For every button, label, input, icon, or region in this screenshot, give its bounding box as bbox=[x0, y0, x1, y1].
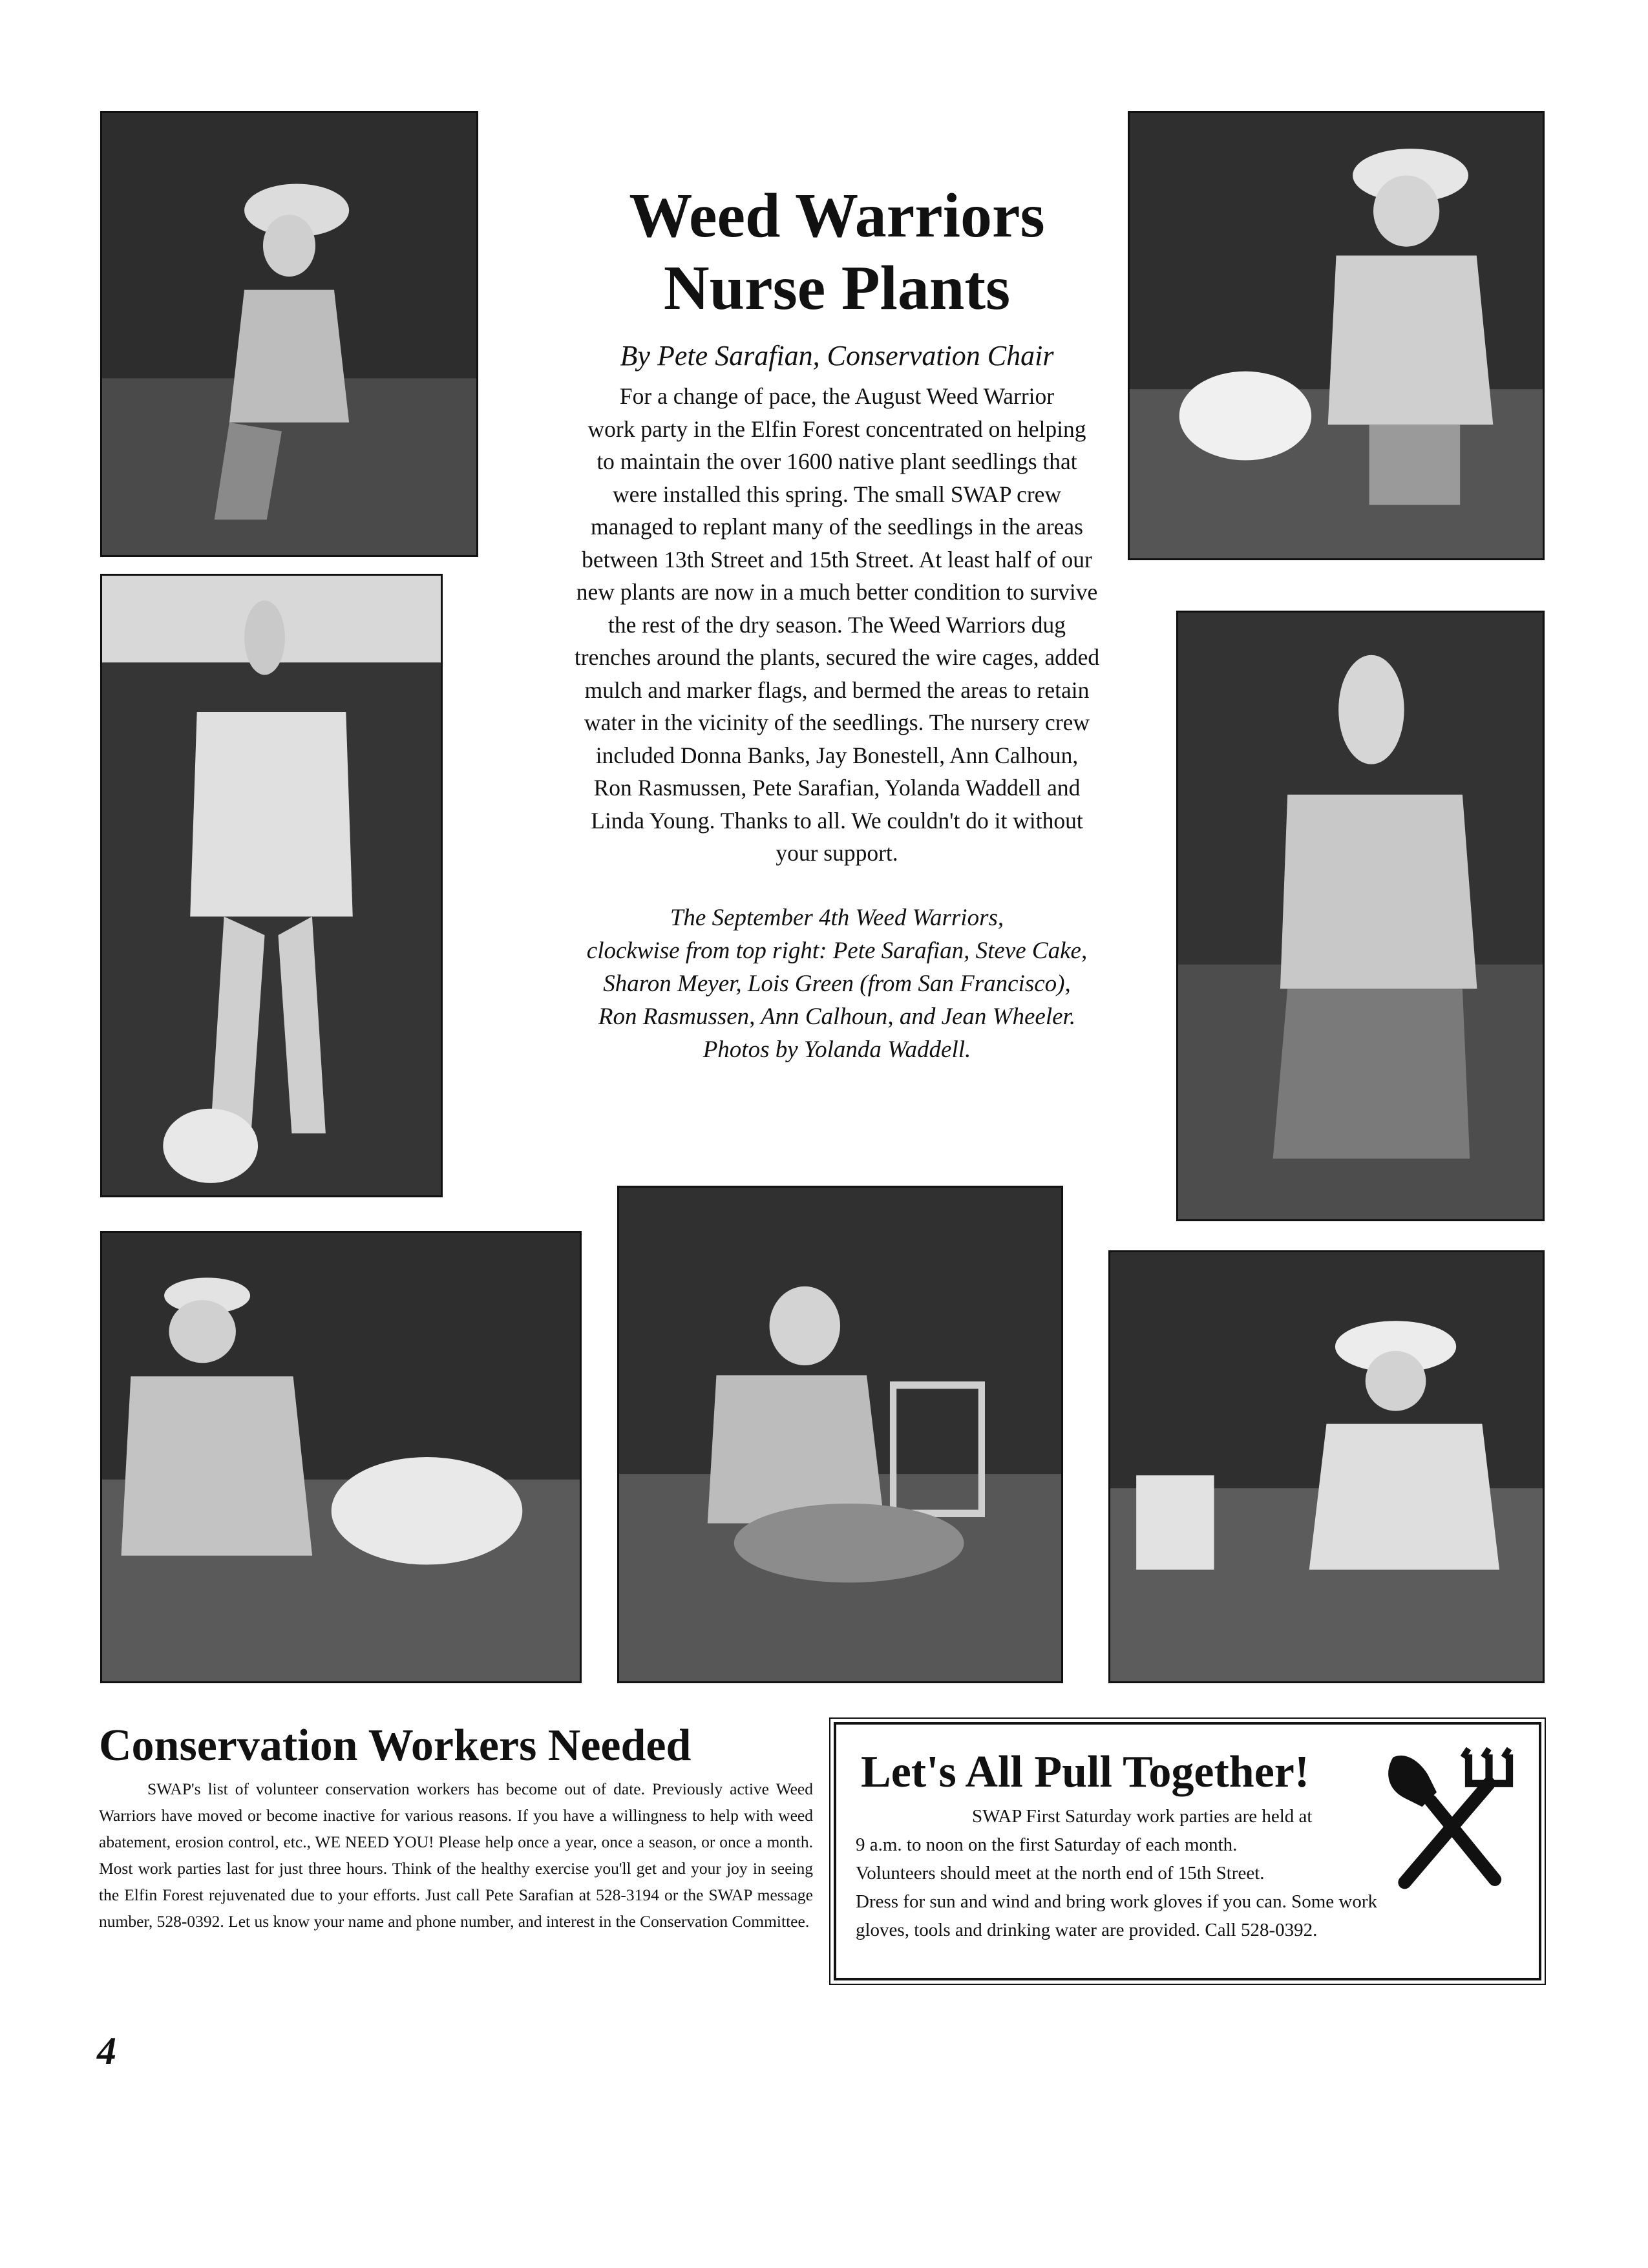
title-line: Nurse Plants bbox=[663, 253, 1011, 323]
pull-line: SWAP First Saturday work parties are held at bbox=[972, 1806, 1313, 1827]
pull-line: Dress for sun and wind and bring work gloves if you can. Some work bbox=[856, 1891, 1378, 1912]
photo-top-left bbox=[100, 111, 478, 557]
pull-line: Volunteers should meet at the north end of 15th Street. bbox=[856, 1863, 1265, 1884]
photo-caption bbox=[517, 901, 1157, 1066]
pull-together-box bbox=[834, 1722, 1541, 1980]
caption-line: Photos by Yolanda Waddell. bbox=[703, 1036, 971, 1063]
body-line: work party in the Elfin Forest concentrated on helping bbox=[587, 415, 1086, 442]
article-body bbox=[514, 380, 1160, 870]
body-line: managed to replant many of the seedlings in the areas bbox=[590, 514, 1083, 540]
page-number: 4 bbox=[97, 2030, 116, 2072]
body-line: trenches around the plants, secured the wire cages, added bbox=[574, 644, 1100, 670]
body-line: were installed this spring. The small SWAP crew bbox=[612, 481, 1062, 507]
pull-together-heading: Let's All Pull Together! bbox=[861, 1747, 1310, 1797]
caption-line: The September 4th Weed Warriors, bbox=[670, 905, 1004, 931]
body-line: water in the vicinity of the seedlings. The nursery crew bbox=[584, 709, 1090, 735]
photo-middle-left bbox=[100, 574, 443, 1197]
body-line: included Donna Banks, Jay Bonestell, Ann Calhoun, bbox=[595, 742, 1079, 768]
body-line: mulch and marker flags, and bermed the areas to retain bbox=[584, 677, 1090, 703]
photo-top-right bbox=[1128, 111, 1545, 560]
pull-line: gloves, tools and drinking water are provided. Call 528-0392. bbox=[856, 1920, 1318, 1940]
title-line: Weed Warriors bbox=[629, 181, 1045, 251]
body-line: new plants are now in a much better condition to survive bbox=[576, 579, 1098, 605]
workers-body bbox=[99, 1776, 813, 1935]
article-byline: By Pete Sarafian, Conservation Chair bbox=[620, 340, 1054, 372]
photo-middle-right bbox=[1176, 611, 1545, 1221]
workers-text: SWAP's list of volunteer conservation workers has become out of date. Previously active Weed Warriors have moved or become inactive for various reasons. If you have a willingness to help with weed abatement, erosion control, etc., WE NEED YOU! Please help once a year, once a season, or once a month. Most work parties last for just three hours. Think of the healthy exercise you'll get and your joy in seeing the Elfin Forest rejuvenated due to your efforts. Just call Pete Sarafian at 528-3194 or the SWAP message number, 528-0392. Let us know your name and phone number, and interest in the Conservation Committee. bbox=[99, 1780, 813, 1931]
body-line: Linda Young. Thanks to all. We couldn't do it without bbox=[591, 807, 1083, 834]
body-line: Ron Rasmussen, Pete Sarafian, Yolanda Waddell and bbox=[593, 775, 1081, 801]
pull-together-body bbox=[856, 1802, 1515, 1944]
photo-bottom-left bbox=[100, 1231, 582, 1683]
body-line: between 13th Street and 15th Street. At least half of our bbox=[582, 546, 1092, 572]
body-line: your support. bbox=[776, 840, 898, 866]
article-title bbox=[569, 180, 1105, 324]
pull-line: 9 a.m. to noon on the first Saturday of each month. bbox=[856, 1834, 1238, 1855]
body-line: the rest of the dry season. The Weed Warriors dug bbox=[607, 611, 1066, 638]
photo-bottom-right bbox=[1108, 1250, 1545, 1683]
workers-heading: Conservation Workers Needed bbox=[99, 1721, 692, 1770]
caption-line: clockwise from top right: Pete Sarafian, Steve Cake, bbox=[586, 938, 1088, 964]
body-line: For a change of pace, the August Weed Warrior bbox=[619, 383, 1055, 409]
body-line: to maintain the over 1600 native plant seedlings that bbox=[597, 448, 1077, 474]
caption-line: Ron Rasmussen, Ann Calhoun, and Jean Wheeler. bbox=[598, 1003, 1076, 1030]
photo-bottom-center bbox=[617, 1186, 1063, 1683]
caption-line: Sharon Meyer, Lois Green (from San Francisco), bbox=[603, 971, 1071, 997]
